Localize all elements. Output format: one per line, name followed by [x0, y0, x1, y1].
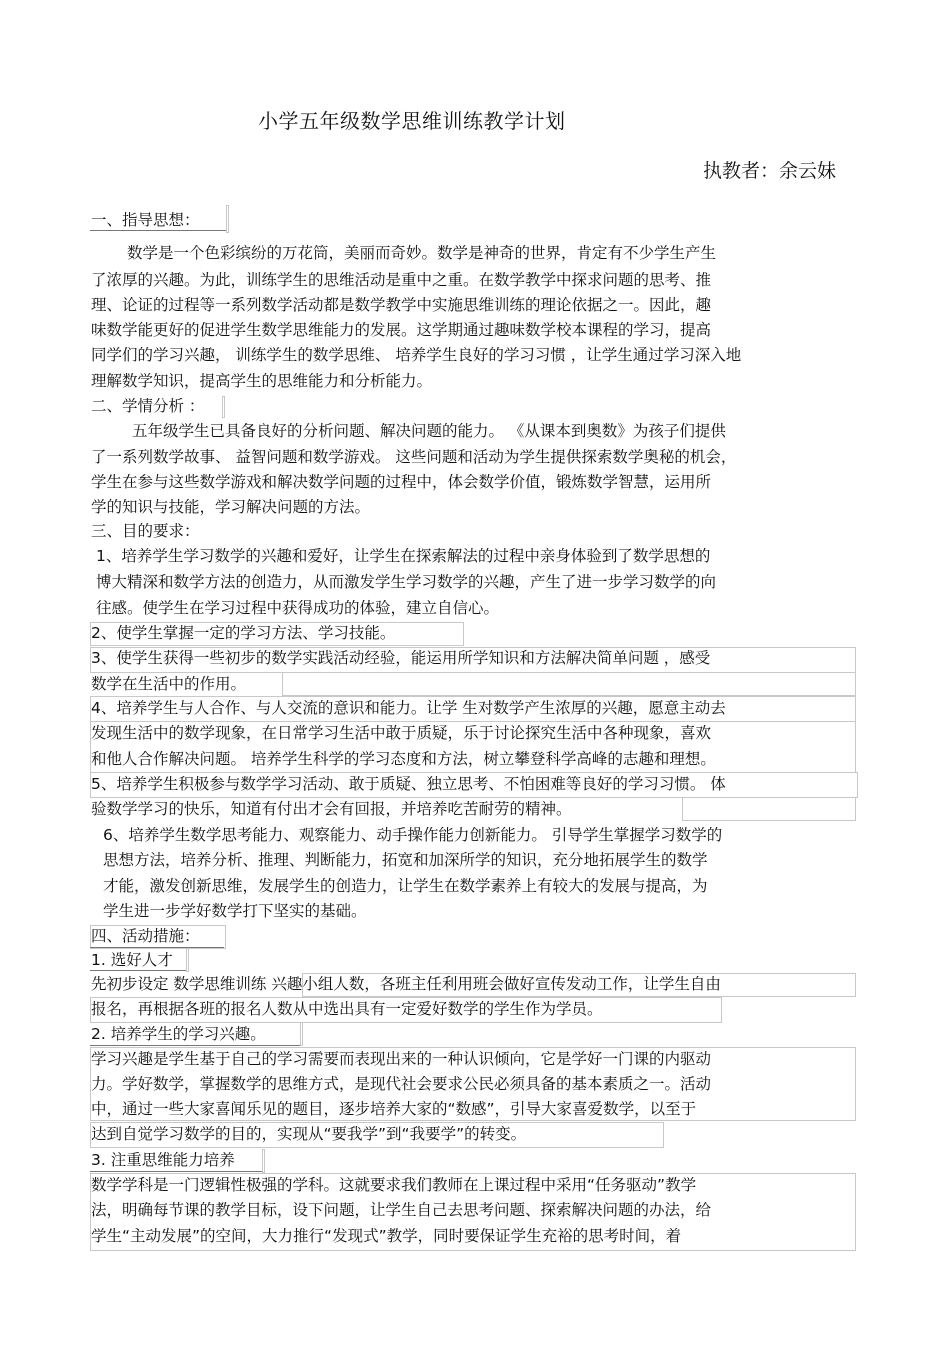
- paragraph-line: 了浓厚的兴趣。为此，训练学生的思维活动是重中之重。在数学教学中探求问题的思考、推: [91, 271, 712, 289]
- scan-artifact-box: [682, 797, 856, 821]
- paragraph-line: 和他人合作解决问题。 培养学生科学的学习态度和方法，树立攀登科学高峰的志趣和理想。: [91, 750, 716, 768]
- section-underline: [90, 1171, 262, 1172]
- section-underline: [90, 947, 224, 948]
- paragraph-line: 味数学能更好的促进学生数学思维能力的发展。这学期通过趣味数学校本课程的学习，提高: [91, 321, 712, 339]
- paragraph-line: 中，通过一些大家喜闻乐见的题目，逐步培养大家的“数感”，引导大家喜爱数学，以至于: [91, 1100, 697, 1118]
- paragraph-line: 发现生活中的数学现象，在日常学习生活中敢于质疑，乐于讨论探究生活中各种现象，喜欢: [91, 724, 712, 742]
- section-underline: [90, 970, 186, 971]
- paragraph-line: 6、培养学生数学思考能力、观察能力、动手操作能力创新能力。 引导学生掌握学习数学的: [103, 826, 723, 844]
- scan-artifact-box: [262, 1149, 265, 1173]
- paragraph-line: 2、使学生掌握一定的学习方法、学习技能。: [91, 624, 396, 642]
- teacher-name: 执教者：余云妹: [703, 160, 837, 182]
- paragraph-line: 了一系列数学故事、 益智问题和数学游戏。 这些问题和活动为学生提供探索数学奥秘的机会，: [91, 448, 737, 466]
- paragraph-line: 博大精深和数学方法的创造力，从而激发学生学习数学的兴趣，产生了进一步学习数学的向: [96, 573, 717, 591]
- paragraph-line: 报名，再根据各班的报名人数从中选出具有一定爱好数学的学生作为学员。: [91, 1000, 603, 1018]
- paragraph-line: 学习兴趣是学生基于自己的学习需要而表现出来的一种认识倾向，它是学好一门课的内驱动: [91, 1050, 712, 1068]
- section-underline: [90, 1045, 300, 1046]
- section-heading: 四、活动措施：: [91, 927, 200, 945]
- scan-artifact-box: [300, 1022, 303, 1046]
- paragraph-line: 验数学学习的快乐，知道有付出才会有回报，并培养吃苦耐劳的精神。: [91, 800, 572, 818]
- paragraph-line: 五年级学生已具备良好的分析问题、解决问题的能力。 《从课本到奥数》为孩子们提供: [132, 422, 726, 440]
- section-underline: [90, 230, 226, 231]
- paragraph-line: 5、培养学生积极参与数学学习活动、敢于质疑、独立思考、不怕困难等良好的学习习惯。 体: [91, 775, 726, 793]
- section-heading: 三、目的要求：: [91, 522, 200, 540]
- paragraph-line: 学的知识与技能，学习解决问题的方法。: [91, 498, 371, 516]
- paragraph-line: 才能，激发创新思维，发展学生的创造力，让学生在数学素养上有较大的发展与提高，为: [103, 877, 708, 895]
- paragraph-line: 思想方法，培养分析、推理、判断能力，拓宽和加深所学的知识，充分地拓展学生的数学: [103, 851, 708, 869]
- scan-artifact-box: [222, 396, 225, 418]
- paragraph-line: 理、论证的过程等一系列数学活动都是数学教学中实施思维训练的理论依据之一。因此，趣: [91, 296, 712, 314]
- paragraph-line: 同学们的学习兴趣， 训练学生的数学思维、 培养学生良好的学习习惯 ，让学生通过学习深入地: [91, 346, 742, 364]
- scan-artifact-box: [226, 205, 229, 233]
- section-heading: 二、学情分析 ：: [91, 397, 205, 415]
- paragraph-line: 学生“主动发展”的空间，大力推行“发现式”教学，同时要保证学生充裕的思考时间，着: [91, 1227, 682, 1245]
- paragraph-line: 理解数学知识，提高学生的思维能力和分析能力。: [91, 372, 433, 390]
- paragraph-line: 数学是一个色彩缤纷的万花筒，美丽而奇妙。数学是神奇的世界，肯定有不少学生产生: [127, 244, 717, 262]
- subsection-heading: 2. 培养学生的学习兴趣。: [91, 1025, 266, 1043]
- paragraph-line: 往感。使学生在学习过程中获得成功的体验，建立自信心。: [96, 599, 500, 617]
- paragraph-line: 3、使学生获得一些初步的数学实践活动经验，能运用所学知识和方法解决简单问题 ，感受: [91, 649, 711, 667]
- paragraph-line: 数学学科是一门逻辑性极强的学科。这就要求我们教师在上课过程中采用“任务驱动”教学: [91, 1176, 697, 1194]
- paragraph-line: 4、培养学生与人合作、与人交流的意识和能力。让学 生对数学产生浓厚的兴趣，愿意主动去: [91, 699, 726, 717]
- scan-artifact-box: [282, 672, 856, 696]
- paragraph-line: 数学在生活中的作用。: [91, 675, 247, 693]
- paragraph-line: 学生进一步学好数学打下坚实的基础。: [103, 902, 367, 920]
- subsection-heading: 3. 注重思维能力培养: [91, 1151, 235, 1169]
- paragraph-line: 1、培养学生学习数学的兴趣和爱好，让学生在探索解法的过程中亲身体验到了数学思想的: [96, 547, 711, 565]
- section-heading: 一、指导思想：: [91, 211, 200, 229]
- paragraph-line: 学生在参与这些数学游戏和解决数学问题的过程中，体会数学价值，锻炼数学智慧，运用所: [91, 473, 712, 491]
- paragraph-line: 法，明确每节课的教学目标，设下问题，让学生自己去思考问题、探索解决问题的办法，给: [91, 1201, 712, 1219]
- page-title: 小学五年级数学思维训练教学计划: [258, 109, 566, 133]
- paragraph-line: 力。学好数学，掌握数学的思维方式，是现代社会要求公民必须具备的基本素质之一。活动: [91, 1075, 712, 1093]
- paragraph-line: 先初步设定 数学思维训练 兴趣小组人数，各班主任利用班会做好宣传发动工作，让学生自由: [91, 975, 721, 993]
- scan-artifact-box: [186, 948, 189, 972]
- paragraph-line: 达到自觉学习数学的目的，实现从“要我学”到“我要学”的转变。: [91, 1125, 527, 1143]
- subsection-heading: 1. 选好人才: [91, 951, 173, 969]
